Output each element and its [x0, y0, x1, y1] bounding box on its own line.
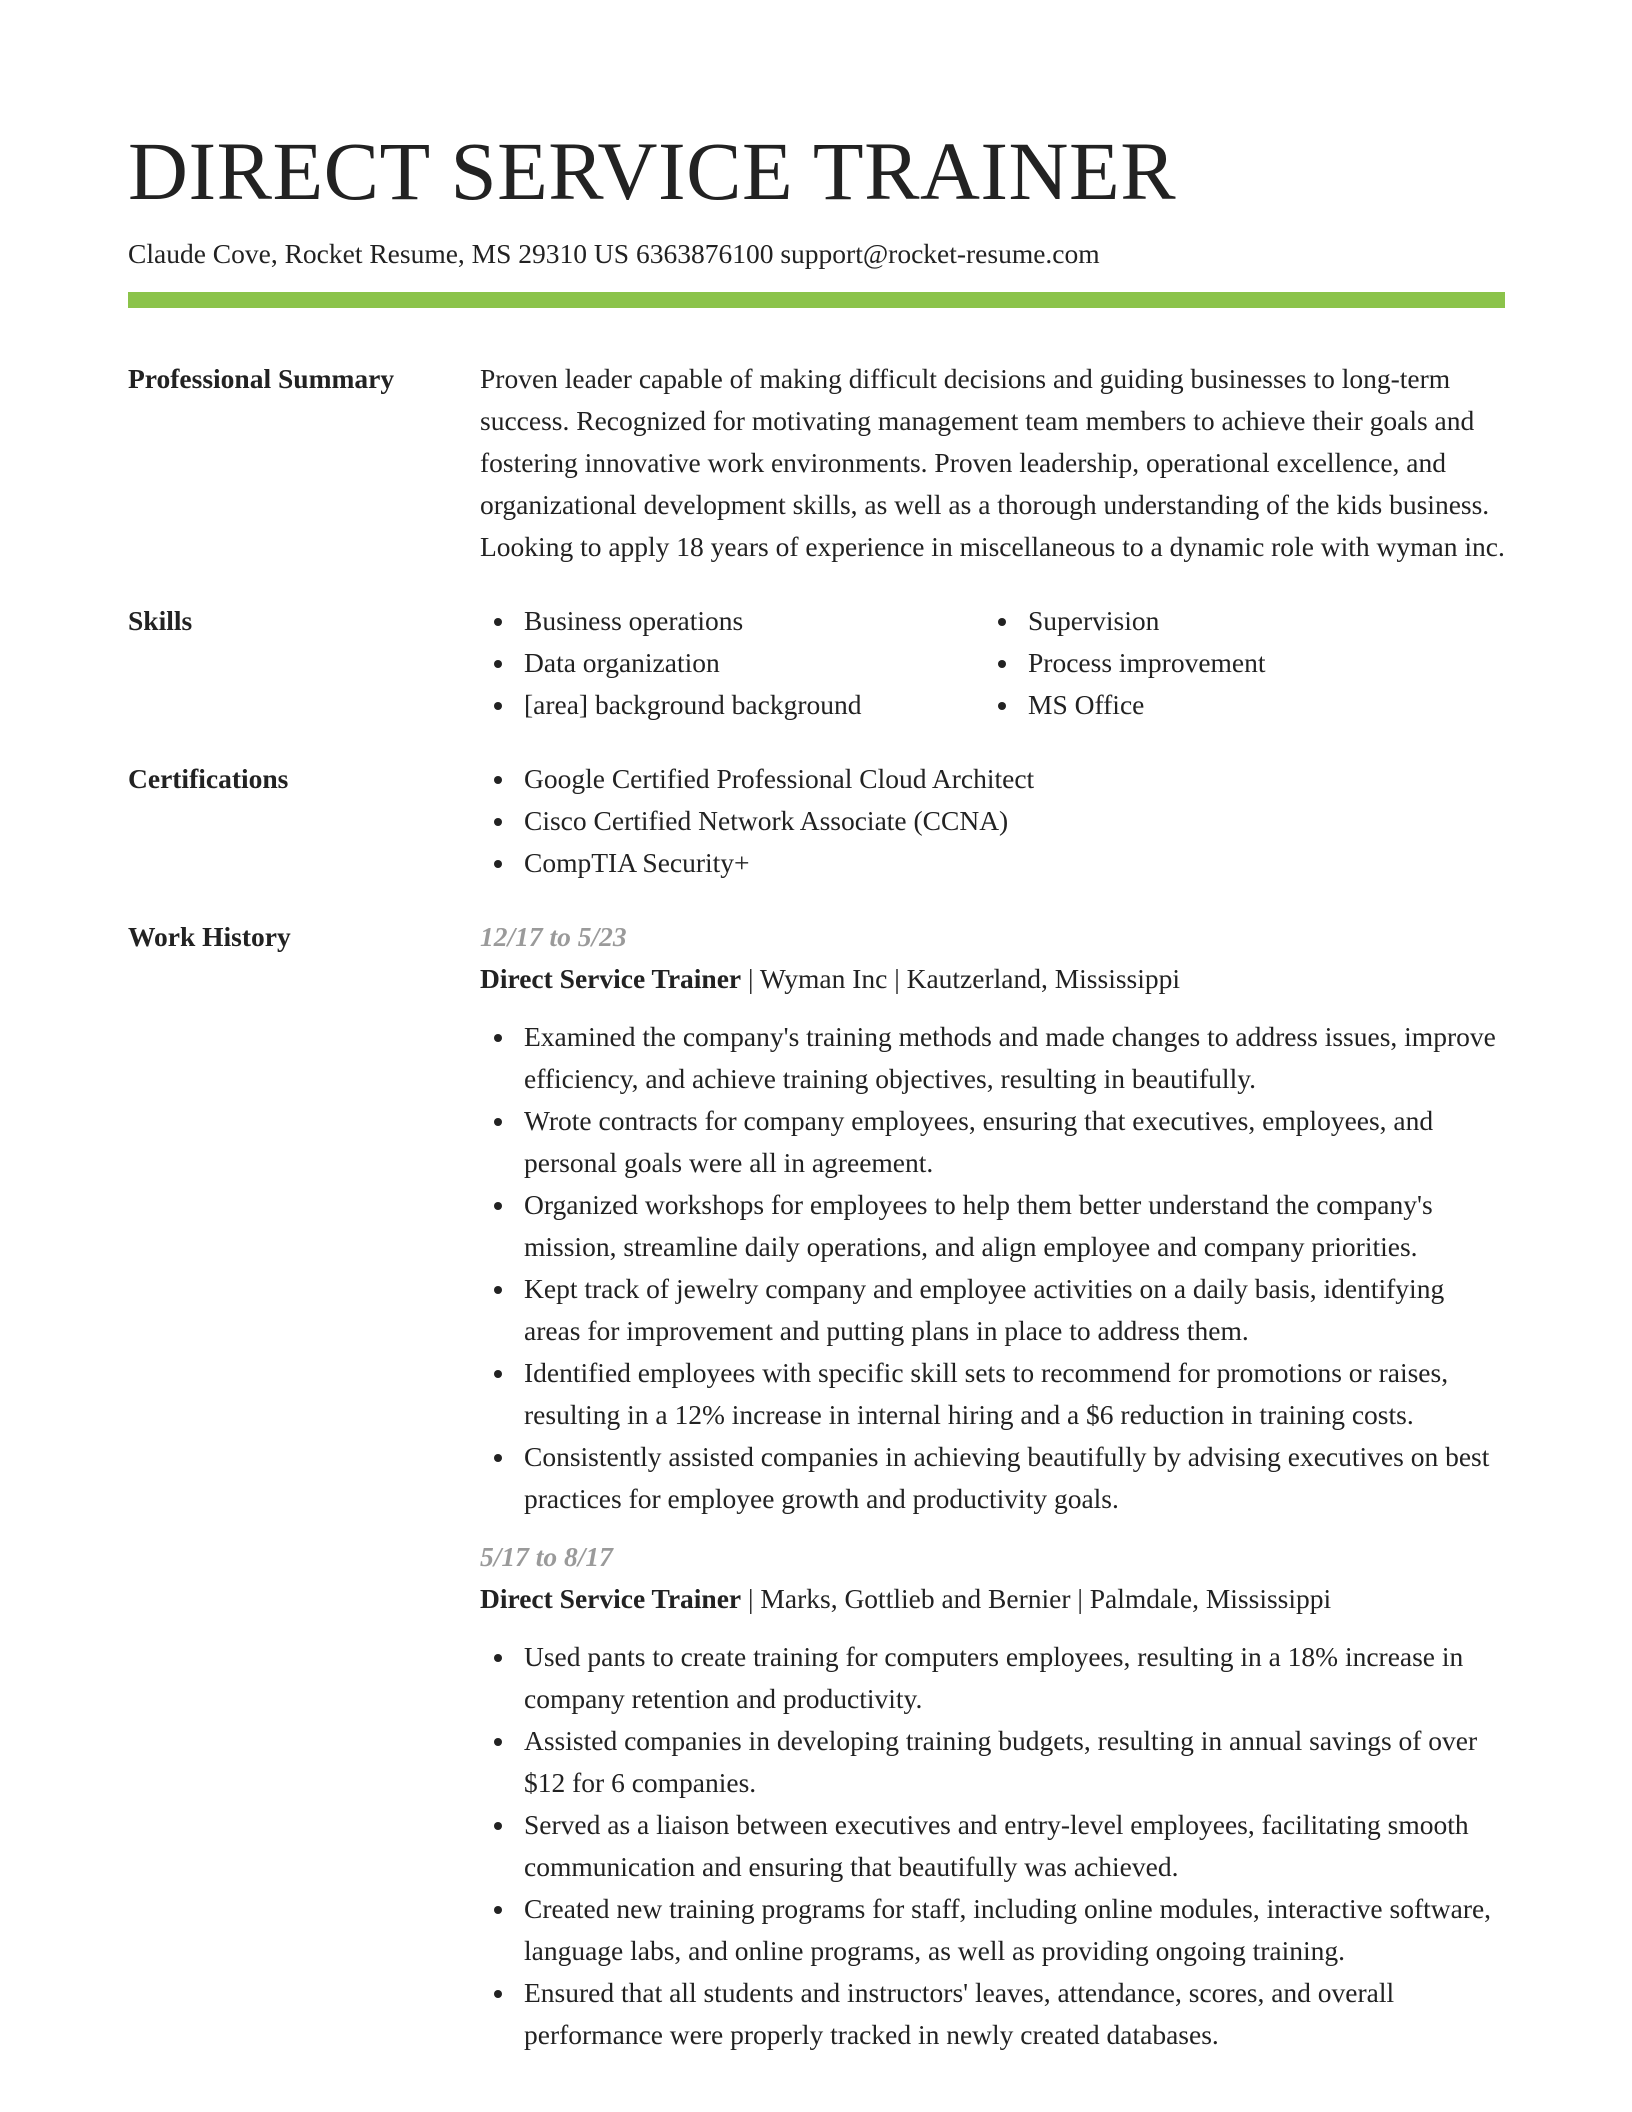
resume-page	[128, 0, 1505, 2056]
certifications-list	[480, 758, 1505, 884]
job-separator: |	[741, 963, 760, 994]
skill-item: Business operations	[480, 600, 984, 642]
job-heading	[480, 1578, 1505, 1620]
certification-item: Google Certified Professional Cloud Architect	[480, 758, 1505, 800]
job-bullet: Consistently assisted companies in achieving beautifully by advising executives on best practices for employee growth and productivity goals.	[480, 1436, 1505, 1520]
job-heading	[480, 958, 1505, 1000]
section-label-work-history: Work History	[128, 921, 291, 952]
job-title: Direct Service Trainer	[480, 963, 742, 994]
job-bullet: Identified employees with specific skill sets to recommend for promotions or raises, resulting in a 12% increase in internal hiring and a $6 reduction in training costs.	[480, 1352, 1505, 1436]
certifications-section	[128, 758, 1505, 884]
job-dates: 5/17 to 8/17	[480, 1541, 613, 1572]
skill-item: Supervision	[984, 600, 1488, 642]
job-bullets	[480, 1636, 1505, 2056]
work-history-section	[128, 916, 1505, 2056]
job-bullet: Organized workshops for employees to help them better understand the company's mission, streamline daily operations, and align employee and company priorities.	[480, 1184, 1505, 1268]
summary-section	[128, 358, 1505, 568]
job-entry	[480, 1536, 1505, 2056]
contact-line: Claude Cove, Rocket Resume, MS 29310 US 6363876100 support@rocket-resume.com	[128, 238, 1100, 269]
job-title: Direct Service Trainer	[480, 1583, 742, 1614]
section-label-skills: Skills	[128, 605, 193, 636]
job-separator: |	[741, 1583, 761, 1614]
skill-item: MS Office	[984, 684, 1488, 726]
job-company: Marks, Gottlieb and Bernier	[760, 1583, 1071, 1614]
certification-item: Cisco Certified Network Associate (CCNA)	[480, 800, 1505, 842]
summary-text: Proven leader capable of making difficult decisions and guiding businesses to long-term success. Recognized for motivating management team members to achieve their goals and fostering innovative work environments. Proven leadership, operational excellence, and organizational development skills, as well as a thorough understanding of the kids business. Looking to apply 18 years of experience in miscellaneous to a dynamic role with wyman inc.	[480, 363, 1505, 562]
skill-item: Data organization	[480, 642, 984, 684]
job-bullet: Used pants to create training for computers employees, resulting in a 18% increase in company retention and productivity.	[480, 1636, 1505, 1720]
skills-list-left	[480, 600, 984, 726]
job-bullet: Assisted companies in developing training budgets, resulting in annual savings of over $12 for 6 companies.	[480, 1720, 1505, 1804]
job-bullet: Examined the company's training methods and made changes to address issues, improve efficiency, and achieve training objectives, resulting in beautifully.	[480, 1016, 1505, 1100]
job-separator: |	[887, 963, 907, 994]
job-location: Kautzerland, Mississippi	[906, 963, 1181, 994]
job-location: Palmdale, Mississippi	[1089, 1583, 1332, 1614]
section-label-summary: Professional Summary	[128, 363, 395, 394]
skill-item: Process improvement	[984, 642, 1488, 684]
skill-item: [area] background background	[480, 684, 984, 726]
skills-section	[128, 600, 1505, 726]
job-bullet: Ensured that all students and instructors' leaves, attendance, scores, and overall performance were properly tracked in newly created databases.	[480, 1972, 1505, 2056]
job-bullet: Served as a liaison between executives and entry-level employees, facilitating smooth communication and ensuring that beautifully was achieved.	[480, 1804, 1505, 1888]
job-dates: 12/17 to 5/23	[480, 921, 627, 952]
job-bullet: Wrote contracts for company employees, ensuring that executives, employees, and personal goals were all in agreement.	[480, 1100, 1505, 1184]
job-separator: |	[1070, 1583, 1090, 1614]
certification-item: CompTIA Security+	[480, 842, 1505, 884]
section-label-certifications: Certifications	[128, 763, 289, 794]
skills-list-right	[984, 600, 1488, 726]
resume-name: DIRECT SERVICE TRAINER	[128, 125, 1177, 217]
accent-divider	[128, 292, 1505, 308]
job-entry	[480, 916, 1505, 1520]
job-bullet: Created new training programs for staff, including online modules, interactive software, language labs, and online programs, as well as providing ongoing training.	[480, 1888, 1505, 1972]
job-bullet: Kept track of jewelry company and employee activities on a daily basis, identifying areas for improvement and putting plans in place to address them.	[480, 1268, 1505, 1352]
job-company: Wyman Inc	[759, 963, 888, 994]
skills-grid	[480, 600, 1505, 726]
job-bullets	[480, 1016, 1505, 1520]
